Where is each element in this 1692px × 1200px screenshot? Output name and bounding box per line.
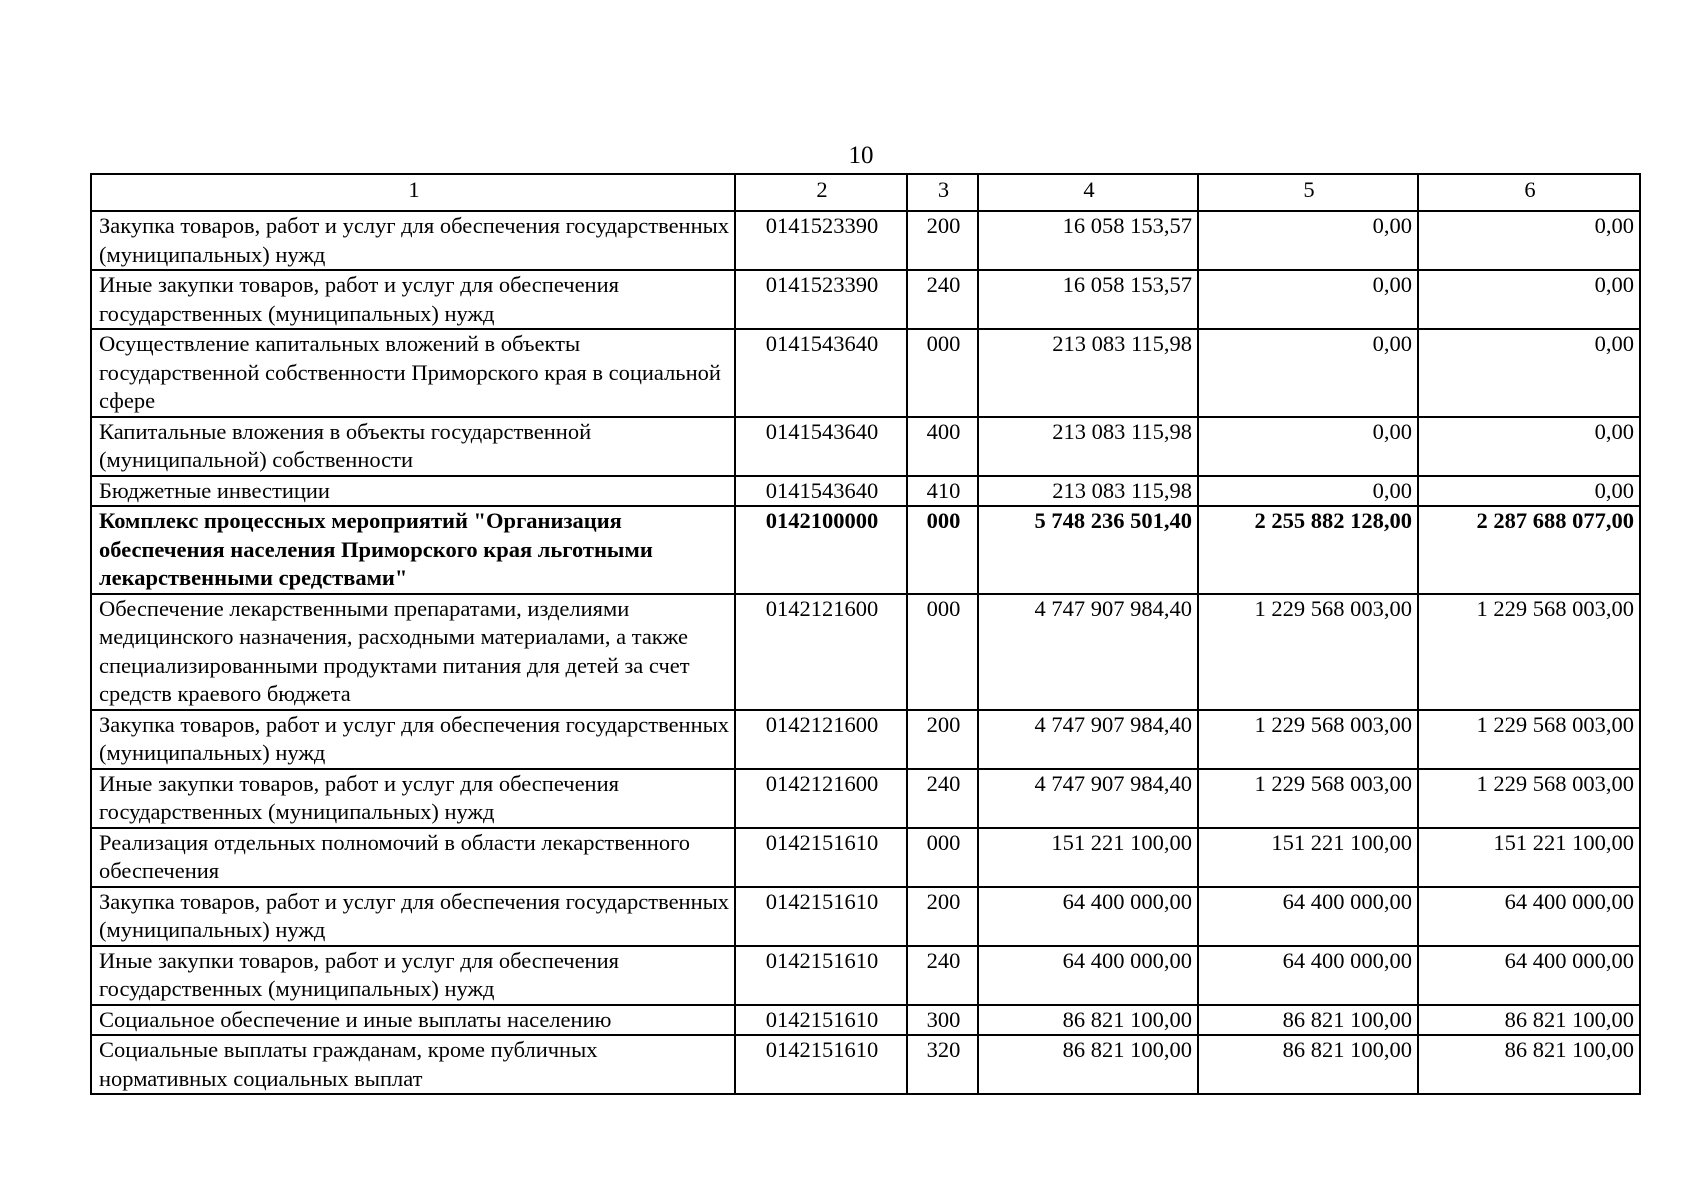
row-code-cell: 0142121600 [735,769,907,828]
table-row [91,887,1640,946]
row-type-cell: 240 [907,270,978,329]
row-code-cell: 0142121600 [735,594,907,710]
row-code-cell: 0141543640 [735,476,907,507]
row-name-cell: Комплекс процессных мероприятий "Организация обеспечения населения Приморского края льготными лекарственными средствами" [91,506,735,594]
row-amount-col6-cell: 2 287 688 077,00 [1418,506,1640,594]
row-amount-col5-cell: 64 400 000,00 [1198,887,1418,946]
table-row [91,270,1640,329]
row-code-cell: 0142121600 [735,710,907,769]
row-amount-col4-cell: 4 747 907 984,40 [978,769,1198,828]
row-amount-col5-cell: 86 821 100,00 [1198,1005,1418,1036]
row-amount-col6-cell: 1 229 568 003,00 [1418,710,1640,769]
row-amount-col5-cell: 0,00 [1198,270,1418,329]
row-type-cell: 410 [907,476,978,507]
table-row [91,1035,1640,1094]
table-row [91,417,1640,476]
row-name-cell: Иные закупки товаров, работ и услуг для обеспечения государственных (муниципальных) нужд [91,769,735,828]
row-amount-col4-cell: 5 748 236 501,40 [978,506,1198,594]
row-amount-col6-cell: 64 400 000,00 [1418,887,1640,946]
row-type-cell: 240 [907,769,978,828]
header-cell-4: 4 [978,174,1198,211]
table-row [91,1005,1640,1036]
row-name-cell: Осуществление капитальных вложений в объекты государственной собственности Приморского края в социальной сфере [91,329,735,417]
row-amount-col5-cell: 1 229 568 003,00 [1198,710,1418,769]
page-number: 10 [848,142,874,169]
row-name-cell: Реализация отдельных полномочий в области лекарственного обеспечения [91,828,735,887]
row-type-cell: 300 [907,1005,978,1036]
row-amount-col6-cell: 0,00 [1418,270,1640,329]
row-type-cell: 320 [907,1035,978,1094]
row-amount-col4-cell: 4 747 907 984,40 [978,710,1198,769]
row-amount-col5-cell: 64 400 000,00 [1198,946,1418,1005]
row-amount-col5-cell: 0,00 [1198,329,1418,417]
row-code-cell: 0142151610 [735,828,907,887]
table-row [91,769,1640,828]
row-amount-col6-cell: 1 229 568 003,00 [1418,769,1640,828]
row-amount-col6-cell: 86 821 100,00 [1418,1005,1640,1036]
row-amount-col6-cell: 0,00 [1418,211,1640,270]
row-code-cell: 0142100000 [735,506,907,594]
row-name-cell: Капитальные вложения в объекты государственной (муниципальной) собственности [91,417,735,476]
row-amount-col4-cell: 4 747 907 984,40 [978,594,1198,710]
table-row [91,476,1640,507]
row-code-cell: 0142151610 [735,887,907,946]
row-name-cell: Иные закупки товаров, работ и услуг для обеспечения государственных (муниципальных) нужд [91,270,735,329]
row-amount-col4-cell: 213 083 115,98 [978,417,1198,476]
row-amount-col6-cell: 0,00 [1418,476,1640,507]
row-amount-col5-cell: 2 255 882 128,00 [1198,506,1418,594]
header-row [91,174,1640,211]
row-amount-col6-cell: 0,00 [1418,329,1640,417]
row-amount-col5-cell: 1 229 568 003,00 [1198,594,1418,710]
row-name-cell: Закупка товаров, работ и услуг для обеспечения государственных (муниципальных) нужд [91,211,735,270]
row-amount-col4-cell: 213 083 115,98 [978,476,1198,507]
header-cell-2: 2 [735,174,907,211]
header-cell-6: 6 [1418,174,1640,211]
table-row [91,506,1640,594]
row-name-cell: Иные закупки товаров, работ и услуг для обеспечения государственных (муниципальных) нужд [91,946,735,1005]
row-amount-col5-cell: 1 229 568 003,00 [1198,769,1418,828]
row-amount-col5-cell: 0,00 [1198,211,1418,270]
row-code-cell: 0142151610 [735,1005,907,1036]
row-code-cell: 0141523390 [735,270,907,329]
row-amount-col6-cell: 86 821 100,00 [1418,1035,1640,1094]
row-amount-col5-cell: 0,00 [1198,476,1418,507]
row-type-cell: 400 [907,417,978,476]
row-type-cell: 200 [907,710,978,769]
table-row [91,211,1640,270]
row-amount-col4-cell: 64 400 000,00 [978,946,1198,1005]
row-type-cell: 000 [907,828,978,887]
table-row [91,828,1640,887]
row-amount-col4-cell: 86 821 100,00 [978,1005,1198,1036]
row-name-cell: Социальные выплаты гражданам, кроме публичных нормативных социальных выплат [91,1035,735,1094]
row-code-cell: 0142151610 [735,1035,907,1094]
row-amount-col4-cell: 16 058 153,57 [978,270,1198,329]
row-code-cell: 0141543640 [735,417,907,476]
table-row [91,594,1640,710]
header-cell-3: 3 [907,174,978,211]
row-type-cell: 200 [907,887,978,946]
table-row [91,329,1640,417]
row-name-cell: Закупка товаров, работ и услуг для обеспечения государственных (муниципальных) нужд [91,887,735,946]
row-type-cell: 240 [907,946,978,1005]
row-type-cell: 000 [907,594,978,710]
row-name-cell: Закупка товаров, работ и услуг для обеспечения государственных (муниципальных) нужд [91,710,735,769]
header-cell-1: 1 [91,174,735,211]
row-type-cell: 200 [907,211,978,270]
header-cell-5: 5 [1198,174,1418,211]
row-amount-col6-cell: 151 221 100,00 [1418,828,1640,887]
row-amount-col6-cell: 64 400 000,00 [1418,946,1640,1005]
row-amount-col6-cell: 0,00 [1418,417,1640,476]
table-body [91,211,1640,1094]
row-name-cell: Обеспечение лекарственными препаратами, изделиями медицинского назначения, расходными материалами, а также специализированными продуктами питания для детей за счет средств краевого бюджета [91,594,735,710]
row-amount-col4-cell: 151 221 100,00 [978,828,1198,887]
row-code-cell: 0141523390 [735,211,907,270]
row-amount-col4-cell: 64 400 000,00 [978,887,1198,946]
row-amount-col5-cell: 86 821 100,00 [1198,1035,1418,1094]
row-amount-col4-cell: 86 821 100,00 [978,1035,1198,1094]
row-amount-col5-cell: 0,00 [1198,417,1418,476]
row-code-cell: 0141543640 [735,329,907,417]
row-amount-col5-cell: 151 221 100,00 [1198,828,1418,887]
row-name-cell: Бюджетные инвестиции [91,476,735,507]
row-amount-col4-cell: 16 058 153,57 [978,211,1198,270]
row-amount-col6-cell: 1 229 568 003,00 [1418,594,1640,710]
row-code-cell: 0142151610 [735,946,907,1005]
budget-table [90,173,1641,1095]
row-type-cell: 000 [907,329,978,417]
table-row [91,710,1640,769]
row-name-cell: Социальное обеспечение и иные выплаты населению [91,1005,735,1036]
row-type-cell: 000 [907,506,978,594]
row-amount-col4-cell: 213 083 115,98 [978,329,1198,417]
table-row [91,946,1640,1005]
